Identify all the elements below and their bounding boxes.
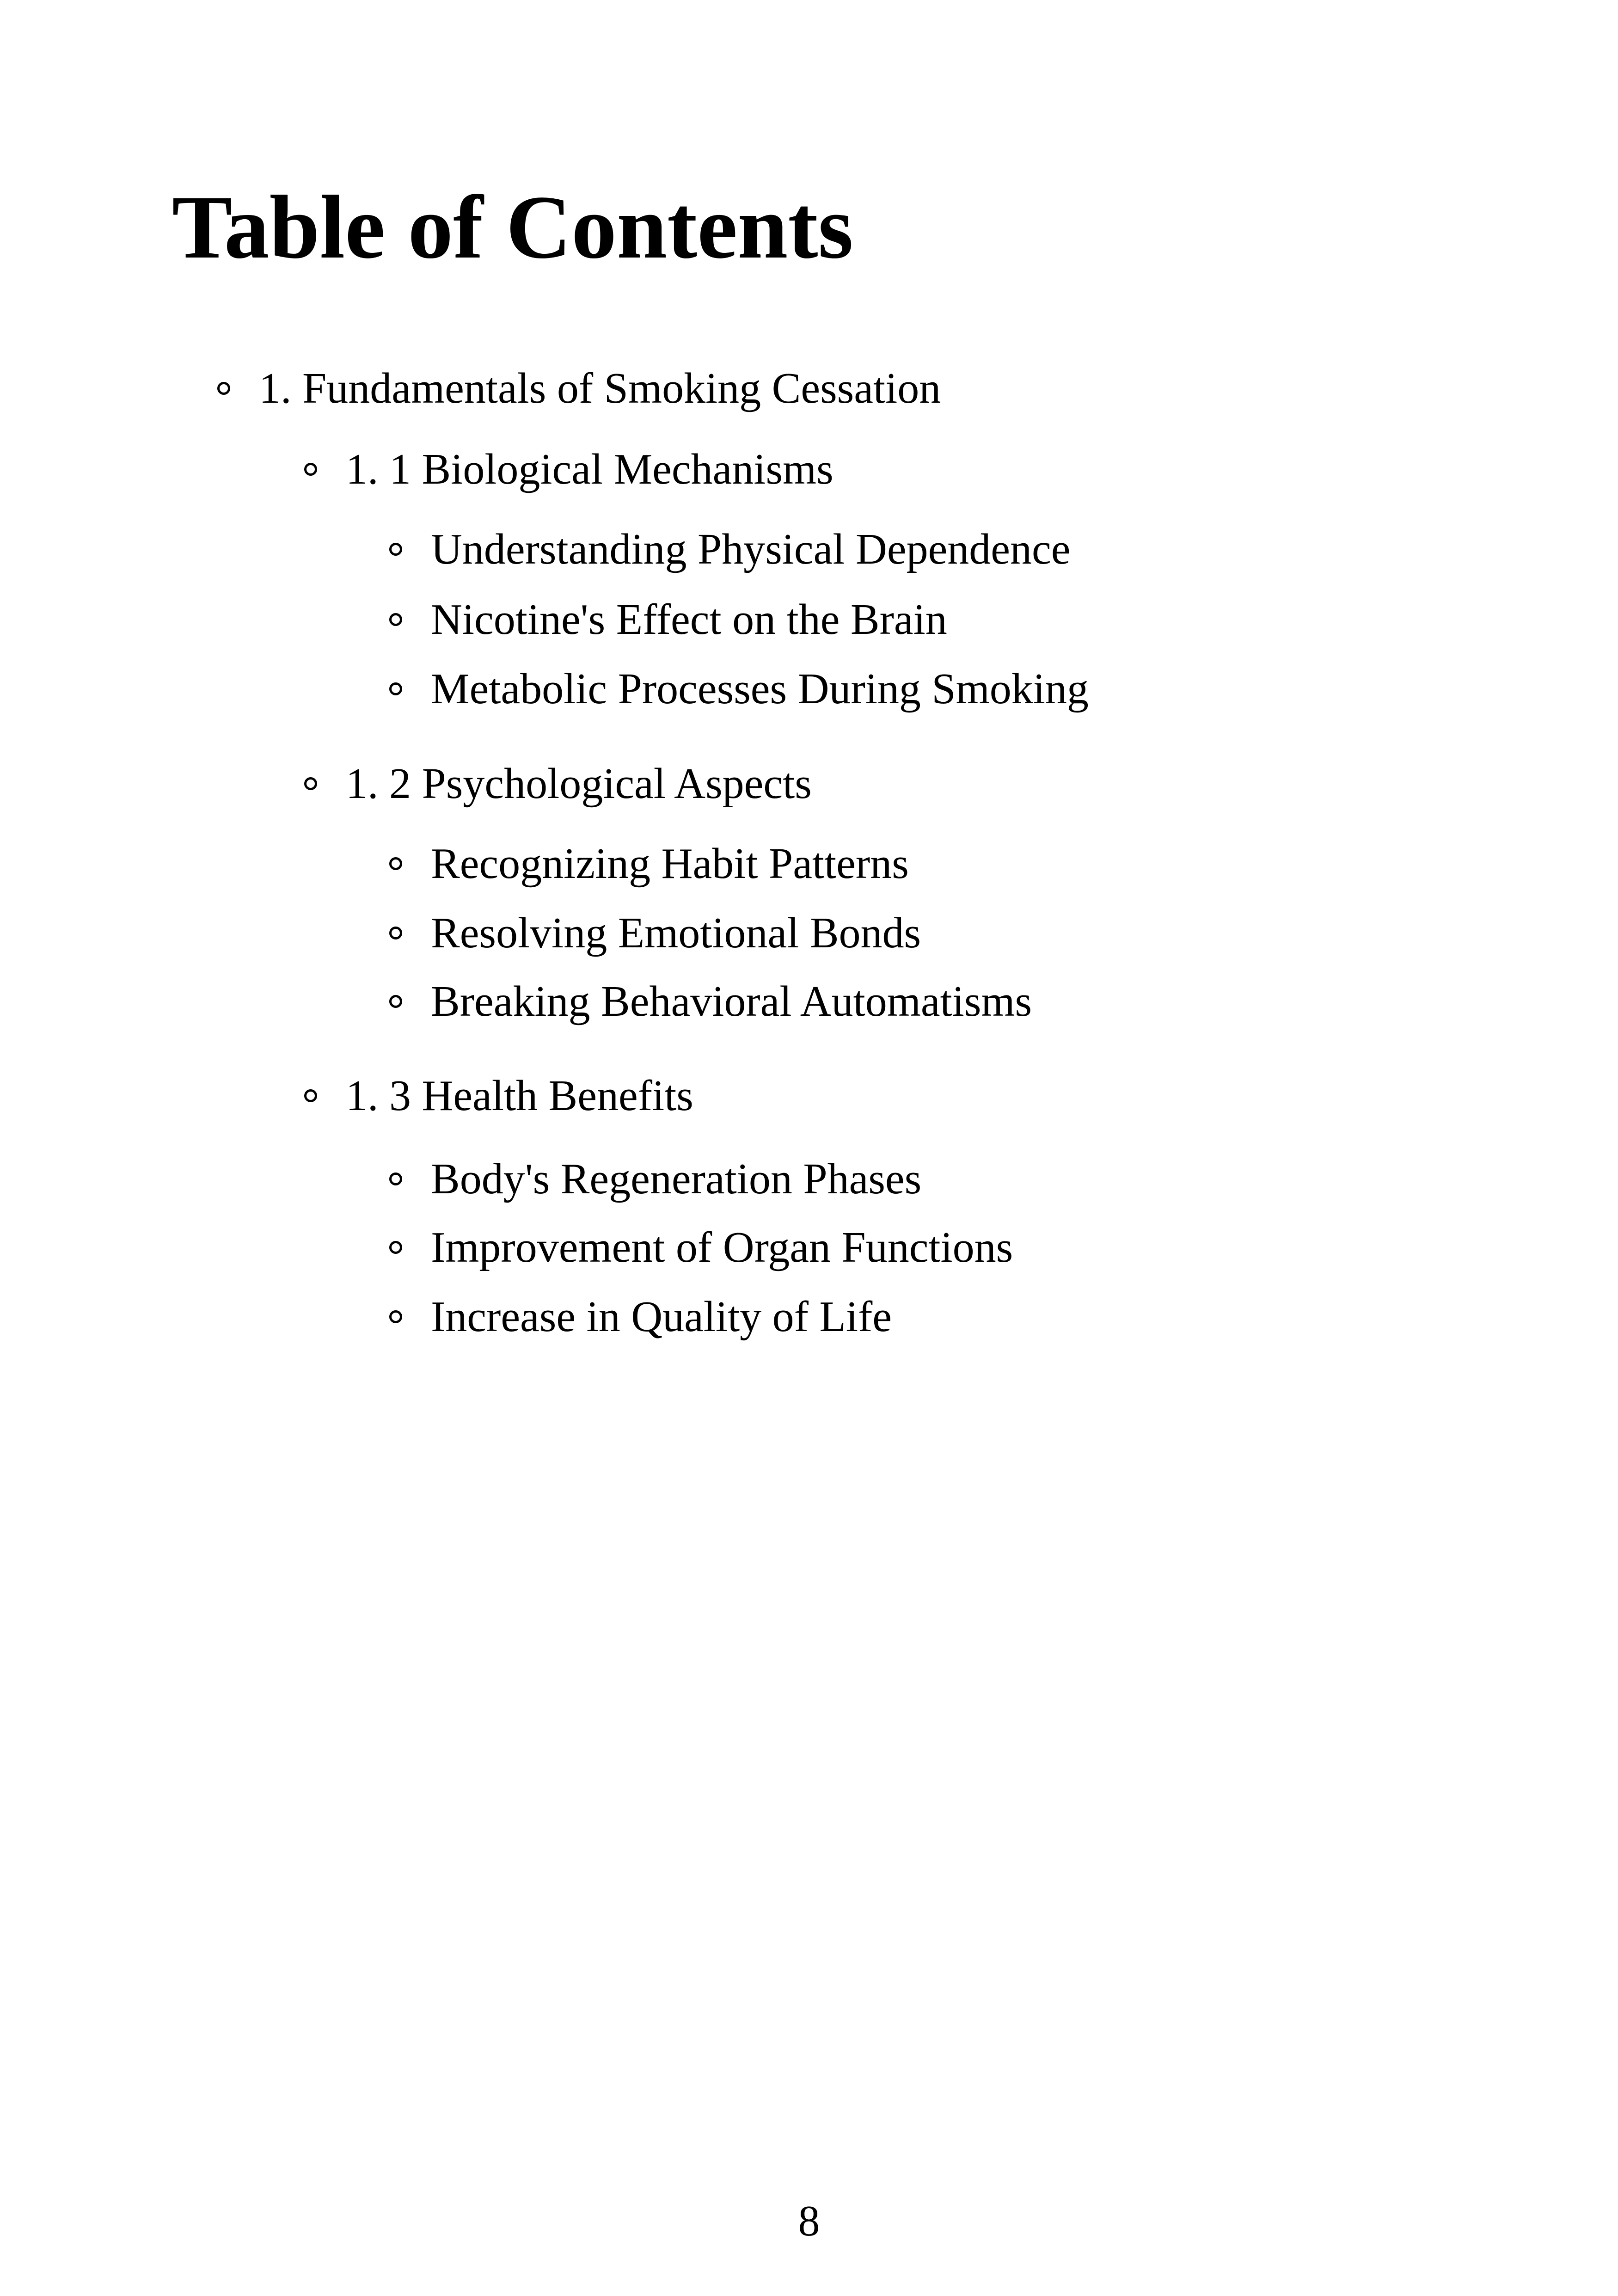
toc-subitem-label: Recognizing Habit Patterns <box>431 840 909 888</box>
toc-section-label: 1. 3 Health Benefits <box>346 1072 693 1120</box>
toc-section-1-1[interactable] <box>346 442 834 497</box>
circle-bullet-icon <box>389 1241 402 1254</box>
toc-subitem[interactable] <box>431 522 1070 577</box>
page-title: Table of Contents <box>172 177 853 277</box>
circle-bullet-icon <box>389 1173 402 1185</box>
toc-subitem-label: Metabolic Processes During Smoking <box>431 665 1089 713</box>
toc-subitem-label: Improvement of Organ Functions <box>431 1223 1013 1271</box>
toc-section-label: 1. 2 Psychological Aspects <box>346 760 812 808</box>
circle-bullet-icon <box>217 382 230 395</box>
circle-bullet-icon <box>389 1310 402 1323</box>
circle-bullet-icon <box>304 1089 317 1102</box>
toc-subitem[interactable] <box>431 1220 1013 1275</box>
toc-section-1-3[interactable] <box>346 1068 693 1123</box>
toc-subitem[interactable] <box>431 1151 921 1207</box>
toc-section-label: 1. 1 Biological Mechanisms <box>346 445 834 493</box>
toc-subitem-label: Resolving Emotional Bonds <box>431 909 921 957</box>
toc-subitem[interactable] <box>431 661 1089 717</box>
toc-subitem-label: Body's Regeneration Phases <box>431 1155 922 1203</box>
toc-section-1-2[interactable] <box>346 756 812 811</box>
circle-bullet-icon <box>389 857 402 870</box>
circle-bullet-icon <box>389 613 402 626</box>
circle-bullet-icon <box>389 682 402 695</box>
circle-bullet-icon <box>389 995 402 1008</box>
toc-chapter-1[interactable] <box>259 361 941 416</box>
circle-bullet-icon <box>389 927 402 939</box>
toc-subitem[interactable] <box>431 974 1032 1029</box>
circle-bullet-icon <box>389 543 402 556</box>
toc-subitem[interactable] <box>431 905 921 961</box>
circle-bullet-icon <box>304 463 317 476</box>
page-number: 8 <box>798 2197 820 2245</box>
circle-bullet-icon <box>304 777 317 790</box>
toc-subitem-label: Understanding Physical Dependence <box>431 525 1071 573</box>
toc-subitem-label: Breaking Behavioral Automatisms <box>431 977 1032 1025</box>
toc-subitem[interactable] <box>431 836 909 891</box>
toc-chapter-label: 1. Fundamentals of Smoking Cessation <box>259 364 941 412</box>
toc-subitem-label: Nicotine's Effect on the Brain <box>431 595 947 644</box>
toc-subitem-label: Increase in Quality of Life <box>431 1293 892 1341</box>
toc-subitem[interactable] <box>431 592 947 647</box>
toc-subitem[interactable] <box>431 1289 892 1344</box>
